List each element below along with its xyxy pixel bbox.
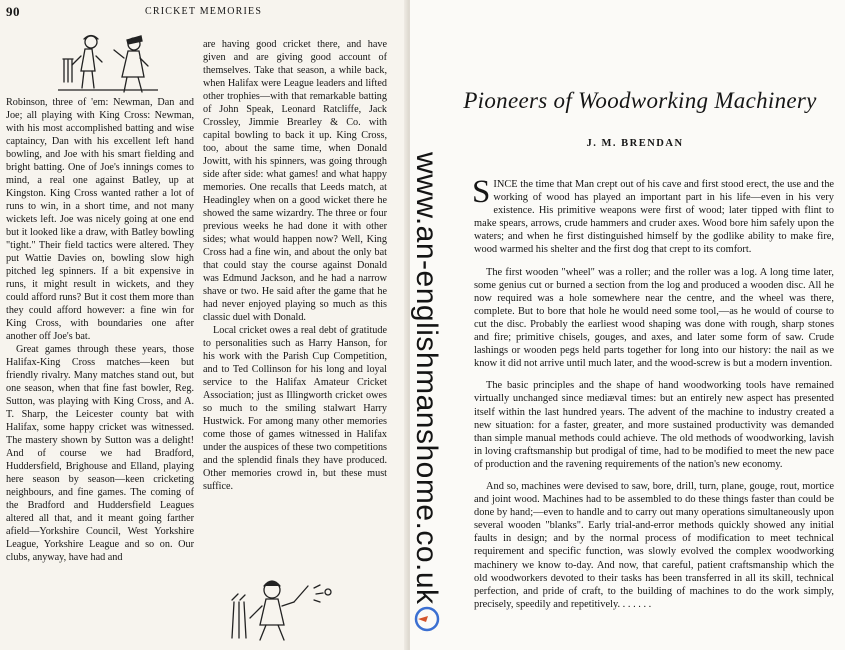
- running-head: CRICKET MEMORIES: [145, 6, 263, 17]
- right-column-text: [203, 38, 387, 493]
- page-number: 90: [6, 4, 20, 19]
- paragraph: Local cricket owes a real debt of gratitude to personalities such as Harry Hanson, for his work with the Parish Cup Competition, and to Ted Collinson for his long and loyal service to the Halifax Amateur Cricket Association; just as Illingworth cricket owes so much to the smiling stalwart Harry Hustwick. For among many other memories come those of games witnessed in Halifax under the auspices of these two competitions and the splendid finals they have produced. Other memories crowd in, but these must suffice.: [203, 325, 387, 492]
- paragraph: Robinson, three of 'em: Newman, Dan and Joe; all playing with King Cross: Newman, with his most accomplished batting and wise captaincy, Dan with his excellent left hand bowling, and Joe with his smart fielding and bright batting. One of Joe's innings comes to mind, a real one against Batley, up at Kingston. King Cross wanted rather a lot of runs to win, in a short time, and not many wickets left. Joe was nicely going at one end but it looked like a draw, with Batley bowling "tight." Their field tactics were altered. They put Wattie Davies on, bowling slow high pitched leg spinners. If a bit expensive in runs, it might result in wickets, and they could afford runs? But it cost them more than they could afford however: a fine win for King Cross, with boundaries one after another off Joe's bat.: [6, 97, 194, 342]
- paragraph: The basic principles and the shape of hand woodworking tools have remained virtually unchanged since mediæval times: but an entirely new aspect has presented itself within the last hundred years. The advent of the machine to industry created a new situation: for a faster, greater, and more sustained productivity was demanded than simple manual methods could achieve. The old methods of woodworking, lavish in loving craftsmanship but prodigal of time, had to be modified to meet the new pace of production and the ravening requirements of the nation's new economy.: [474, 380, 834, 470]
- first-paragraph-text: INCE the time that Man crept out of his cave and first stood erect, the use and the working of wood has played an important part in his life—even in his very existence. His primitive weapons were first of wood; later tipped with flint to make spears, arrows, crude hammers and cruder axes. Wood bore him safely upon the waters; and when he first distinguished himself by the godlike ability to make fire, wood warmed his shelter and the first dog that crept to its comfort.: [474, 179, 834, 256]
- article-title: Pioneers of Woodworking Machinery: [463, 88, 817, 113]
- paragraph: are having good cricket there, and have given and are giving good account of themselves. Take that season, a while back, when Halifax were League leaders and lifted other trophies—with that remarkable batting of John Speak, Leonard Ratcliffe, Jack Crossley, Jimmie Brearley & Co. with capital bowling to back it up. King Cross, too, about the same time, when Donald Jowitt, with his spinners, was going through side after side: what games! and what happy memories. One recalls that Leeds match, at Headingley when on a good wicket there he showed the same wizardry. The three or four previous weeks he had done it with other sides; what would happen now? Well, King Cross had a fine win, and about the only bat that could stay the course against Donald was Edmund Jackson, and he had a narrow shave or two. He said after the game that he had never enjoyed playing so much as this classic duel with Donald.: [203, 39, 387, 323]
- left-page: [0, 0, 410, 650]
- batsman-cartoon-illustration: [228, 572, 338, 642]
- paragraph: Great games through these years, those Halifax-King Cross matches—keen but friendly rivalry. Many matches stand out, but one season, when that fine fast bowler, Reg. Sutton, was playing with King Cross, and A. T. Sharp, the Leicester county bat with Halifax, some happy cricket was witnessed. The mastery shown by Sutton was a delight! And of course we had Bradford, Huddersfield, Brighouse and Elland, playing here season by season—keen cricketing neighbours, and fine games. The coming of the Bradford and Huddersfield Leagues altered all that, and it meant going farther afield—Yorkshire Council, West Yorkshire League, Yorkshire League and so on. Our clubs, anyway, have had and: [6, 344, 194, 563]
- watermark-text: www.an-englishmanshome.co.uk: [410, 152, 443, 605]
- paragraph: [472, 174, 834, 257]
- paragraph: The first wooden "wheel" was a roller; and the roller was a log. A long time later, some genius cut or burned a section from the log and produced a wooden disc. All he now required was a hole somewhere near the centre, and the wheel was there, complete. But to bore that hole he would need some tool,—as he would of course to cut the disc. Probably the earliest wood shaping was done with rough, sharp stones and fire; primitive chisels, gouges, and axes, and later some form of saw. Crude lashings or wooden pegs held parts together for long into our history: the nail as we know it did not arrive until much later, and the wood-screw is but a modern invention.: [474, 266, 834, 370]
- paragraph: And so, machines were devised to saw, bore, drill, turn, plane, gouge, rout, mortice and joint wood. Machines had to be assembled to do these things faster than could be done by hand;—even to handle and to carry out many operations simultaneously upon several wooden "blanks". Early trial-and-error methods quickly showed any initial faults in design; and by the normal process of modification to meet technical requirement and specific function, was slowly evolved the complex woodworking machinery we know to-day. And now, that careful, patient craftsmanship which the old woodworkers devoted to their tasks has been transferred in all its skill, technical perfection, and pride of craft, to the building of machines to do the work simply, precisely, speedily and repetitively. . . . . . .: [474, 480, 834, 610]
- watermark-logo-icon: [412, 604, 442, 634]
- article-body: [472, 174, 834, 620]
- drop-cap: S: [472, 174, 491, 210]
- cricketers-cartoon-illustration: [58, 32, 158, 94]
- left-column-text: [6, 96, 194, 564]
- article-author: J. M. BRENDAN: [586, 138, 684, 149]
- website-watermark: [408, 152, 444, 632]
